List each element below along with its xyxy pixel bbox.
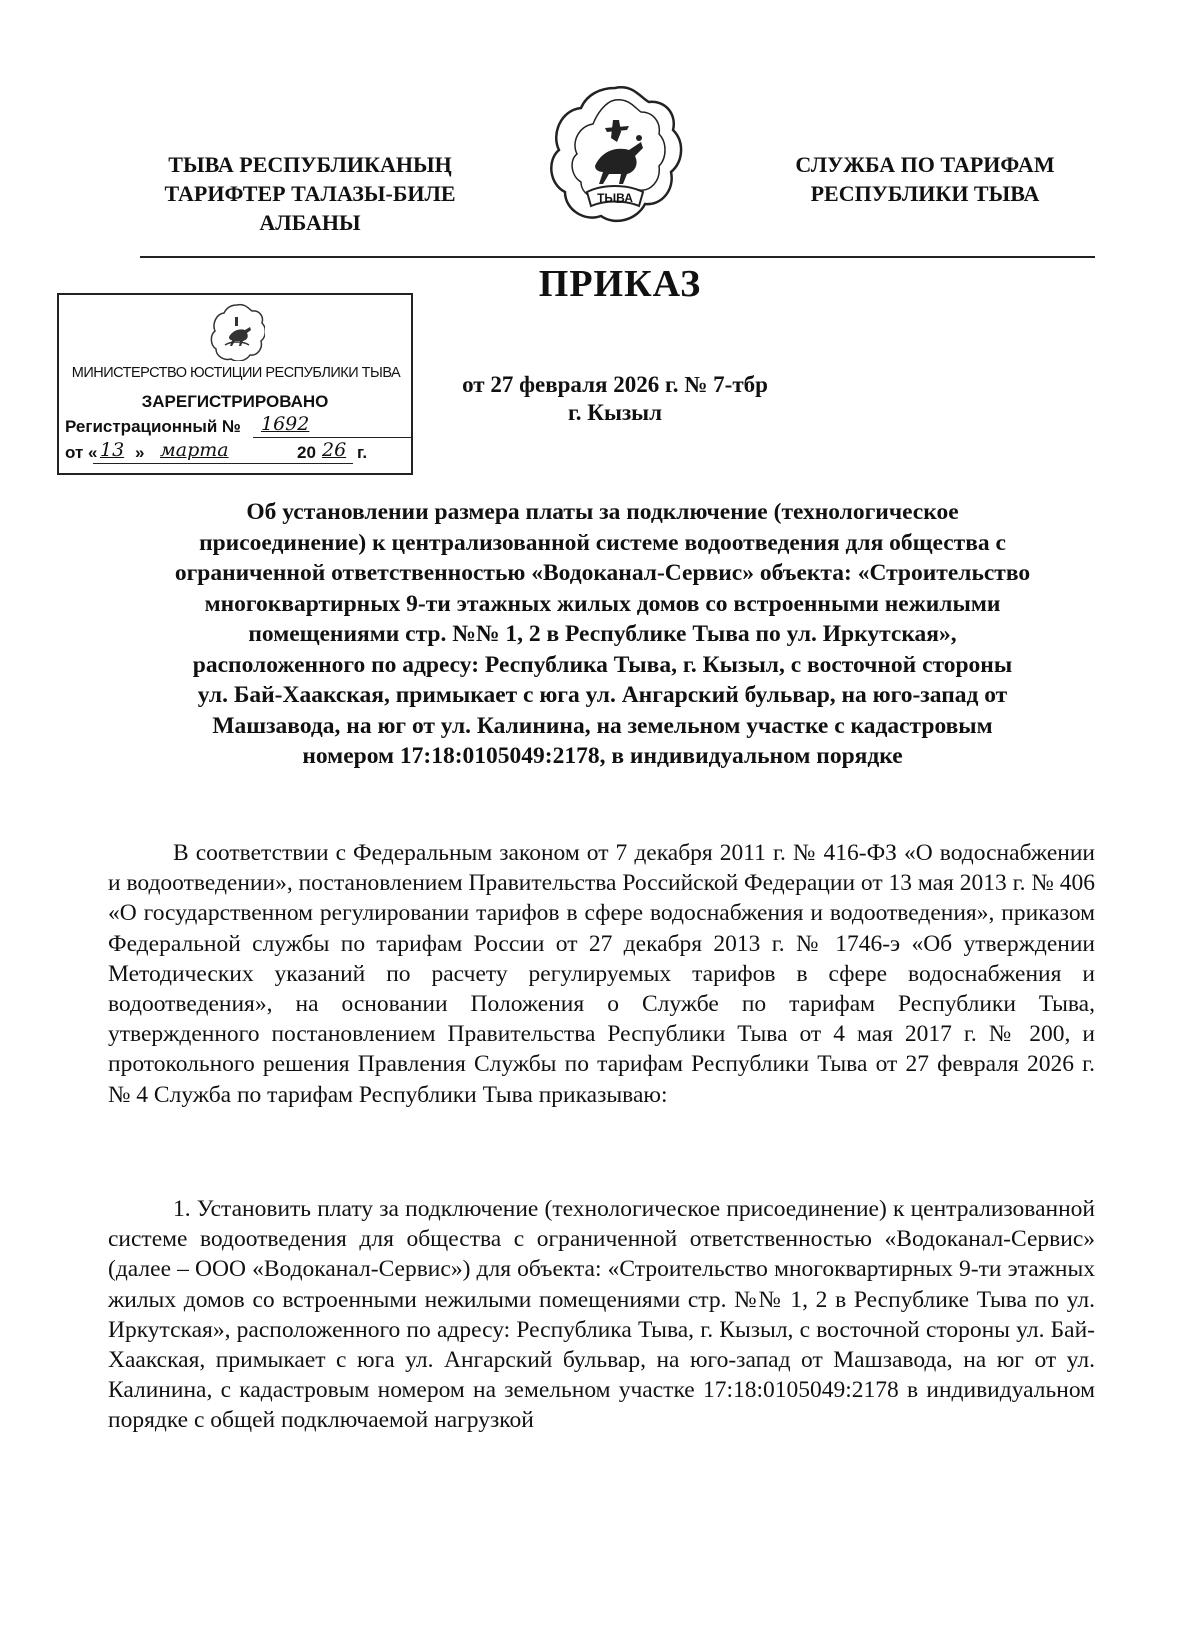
stamp-date-quote: » xyxy=(135,443,145,462)
header-left-line: ТЫВА РЕСПУБЛИКАНЫҢ xyxy=(168,152,452,177)
stamp-date-year-suffix: 26 xyxy=(322,439,347,461)
emblem-label: ТЫВА xyxy=(597,191,633,205)
stamp-status: ЗАРЕГИСТРИРОВАНО xyxy=(141,392,329,411)
subject-line: номером 17:18:0105049:2178, в индивидуальном порядке xyxy=(302,743,903,769)
header-right-line: РЕСПУБЛИКИ ТЫВА xyxy=(810,181,1040,206)
header-divider xyxy=(140,256,1095,258)
header-right-russian xyxy=(755,150,1095,208)
stamp-reg-label: Регистрационный № xyxy=(65,417,241,436)
stamp-date-month: марта xyxy=(160,439,229,461)
stamp-date-day: 13 xyxy=(100,439,125,461)
document-title: ПРИКАЗ xyxy=(538,263,702,305)
stamp-date-year-prefix: 20 xyxy=(297,443,316,462)
stamp-date-underline xyxy=(93,463,353,464)
stamp-reg-number: 1692 xyxy=(261,413,310,435)
header-right-line: СЛУЖБА ПО ТАРИФАМ xyxy=(795,152,1055,177)
subject-line: расположенного по адресу: Республика Тыва, г. Кызыл, с восточной стороны xyxy=(192,651,1013,678)
stamp-reg-underline xyxy=(253,437,413,438)
header-left-tuvan xyxy=(125,150,495,237)
stamp-registration xyxy=(65,413,411,437)
header-left-line: АЛБАНЫ xyxy=(259,210,361,235)
subject-line: ул. Бай-Хаакская, примыкает с юга ул. Ангарский бульвар, на юго-запад от xyxy=(197,682,1008,708)
subject-line: ограниченной ответственностью «Водоканал-Сервис» объекта: «Строительство xyxy=(174,560,1031,586)
tuva-coat-of-arms-icon xyxy=(545,80,685,230)
stamp-ministry: МИНИСТЕРСТВО ЮСТИЦИИ РЕСПУБЛИКИ ТЫВА xyxy=(71,365,401,381)
subject-line: присоединение) к централизованной системе водоотведения для общества с xyxy=(199,529,1006,556)
tuva-coat-of-arms-icon xyxy=(209,301,265,361)
order-date-number: от 27 февраля 2026 г. № 7-тбр xyxy=(462,372,768,397)
registration-stamp xyxy=(57,293,413,475)
stamp-date-prefix: от « xyxy=(65,443,98,462)
subject-line: многоквартирных 9-ти этажных жилых домов со встроенными нежилыми xyxy=(204,590,1001,617)
stamp-date-g: г. xyxy=(357,443,368,462)
order-city: г. Кызыл xyxy=(567,400,663,425)
preamble-paragraph: В соответствии с Федеральным законом от 7 декабря 2011 г. № 416-ФЗ «О водоснабжении и водоотведении», постановлением Правительства Российской Федерации от 13 мая 2013 г. № 406 «О государственном регулировании тарифов в сфере водоснабжения и водоотведения», приказом Федеральной службы по тарифам России от 27 декабря 2013 г. № 1746-э «Об утверждении Методических указаний по расчету регулируемых тарифов в сфере водоснабжения и водоотведения», на основании Положения о Службе по тарифам Республики Тыва, утвержденного постановлением Правительства Республики Тыва от 4 мая 2017 г. № 200, и протокольного решения Правления Службы по тарифам Республики Тыва от 27 февраля 2026 г. № 4 Служба по тарифам Республики Тыва приказываю: xyxy=(108,840,1095,1108)
header-left-line: ТАРИФТЕР ТАЛАЗЫ-БИЛЕ xyxy=(164,181,456,206)
order-subject xyxy=(110,497,1095,772)
clause-1-paragraph: 1. Установить плату за подключение (технологическое присоединение) к централизованной системе водоотведения для общества с ограниченной ответственностью «Водоканал-Сервис» (далее – ООО «Водоканал-Сервис») для объекта: «Строительство многоквартирных 9-ти этажных жилых домов со встроенными нежилыми помещениями стр. №№ 1, 2 в Республике Тыва по ул. Иркутская», расположенного по адресу: Республика Тыва, г. Кызыл, с восточной стороны ул. Бай-Хаакская, примыкает с юга ул. Ангарский бульвар, на юго-запад от Машзавода, на юг от ул. Калинина, с кадастровым номером на земельном участке 17:18:0105049:2178 в индивидуальном порядке с общей подключаемой нагрузкой xyxy=(108,1196,1095,1434)
subject-line: помещениями стр. №№ 1, 2 в Республике Тыва по ул. Иркутская», xyxy=(248,621,957,647)
subject-line: Машзавода, на юг от ул. Калинина, на земельном участке с кадастровым xyxy=(212,712,993,739)
subject-line: Об установлении размера платы за подключение (технологическое xyxy=(246,499,959,525)
